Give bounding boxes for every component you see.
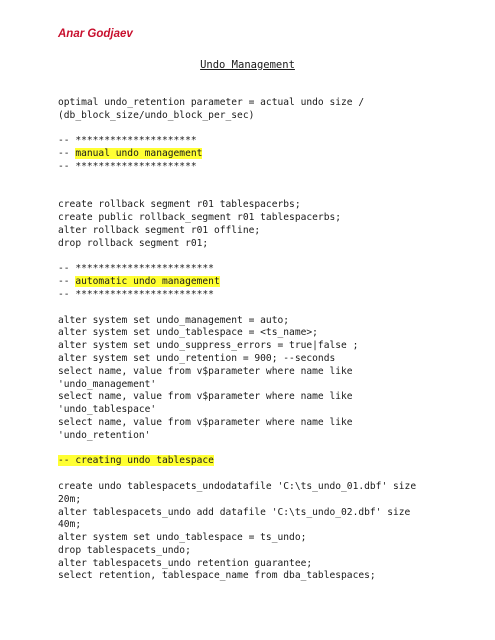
code-line [58,494,458,507]
code-line [58,110,458,123]
author-name: Anar Godjaev [58,28,133,40]
code-text: 20m; [58,493,82,505]
code-line [58,148,458,161]
code-line [58,366,458,379]
code-line [58,481,458,494]
page-title: Undo Management [200,59,295,71]
code-text: drop tablespacets_undo; [58,544,191,556]
highlighted-text: -- creating undo tablespace [58,455,214,467]
code-line [58,327,458,340]
code-text: -- ********************* [58,135,197,147]
code-line [58,199,458,212]
code-text: -- [58,148,76,160]
code-text: create undo tablespacets_undodatafile 'C:\ts_undo_01.dbf' size [58,480,417,492]
code-line [58,532,458,545]
code-line [58,558,458,571]
code-line [58,225,458,238]
code-line [58,507,458,520]
code-text: 'undo_tablespace' [58,404,157,416]
code-text: create public rollback_segment r01 tablespacerbs; [58,212,342,224]
code-text: alter tablespacets_undo add datafile 'C:\ts_undo_02.dbf' size [58,506,411,518]
code-line [58,391,458,404]
code-text: select name, value from v$parameter where name like [58,391,353,403]
code-line [58,455,458,468]
code-line [58,97,458,110]
code-line [58,353,458,366]
code-line [58,276,458,289]
code-line [58,570,458,583]
document-body [58,97,458,583]
code-line [58,161,458,174]
code-line [58,187,458,200]
code-line [58,404,458,417]
code-line [58,135,458,148]
code-text: -- ************************ [58,288,214,300]
code-text: -- ********************* [58,160,197,172]
code-line [58,443,458,456]
highlighted-text: automatic undo management [75,276,220,288]
code-text: select retention, tablespace_name from dba_tablespaces; [58,570,376,582]
code-text: drop rollback segment r01; [58,237,209,249]
code-line [58,289,458,302]
code-text: alter system set undo_management = auto; [58,314,290,326]
code-text: 40m; [58,519,82,531]
code-line [58,430,458,443]
code-text: alter tablespacets_undo retention guarantee; [58,557,313,569]
code-text: alter system set undo_tablespace = <ts_name>; [58,327,318,339]
code-text: select name, value from v$parameter where name like [58,416,353,428]
code-text: select name, value from v$parameter where name like [58,365,353,377]
code-line [58,545,458,558]
code-line [58,212,458,225]
code-line [58,251,458,264]
code-line [58,263,458,276]
code-text: alter system set undo_tablespace = ts_undo; [58,532,307,544]
code-line [58,174,458,187]
code-line [58,123,458,136]
code-line [58,302,458,315]
highlighted-text: manual undo management [75,148,203,160]
code-text: alter system set undo_suppress_errors = true|false ; [58,340,359,352]
code-text: (db_block_size/undo_block_per_sec) [58,109,255,121]
code-text: create rollback segment r01 tablespacerbs; [58,199,301,211]
code-line [58,519,458,532]
code-line [58,417,458,430]
code-text: alter rollback segment r01 offline; [58,224,261,236]
code-text: alter system set undo_retention = 900; --seconds [58,352,336,364]
code-line [58,238,458,251]
code-text: 'undo_management' [58,378,157,390]
code-text: -- [58,276,76,288]
code-line [58,340,458,353]
code-line [58,315,458,328]
code-line [58,379,458,392]
code-text: optimal undo_retention parameter = actual undo size / [58,97,365,108]
code-text: 'undo_retention' [58,429,151,441]
code-text: -- ************************ [58,263,214,275]
code-line [58,468,458,481]
